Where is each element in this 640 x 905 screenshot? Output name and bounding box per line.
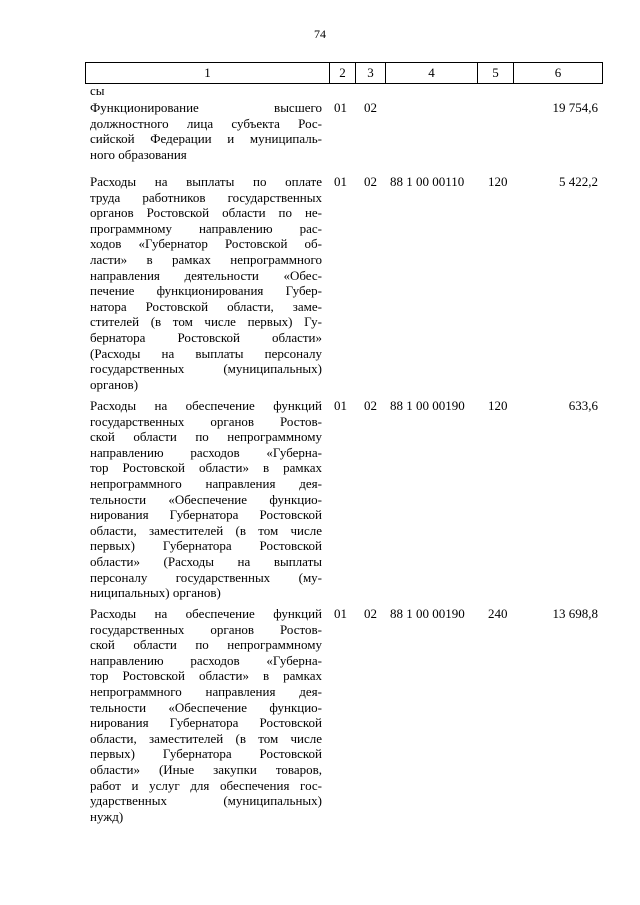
description-line: первых) Губернатора Ростовской [90,538,322,554]
amount: 13 698,8 [552,606,598,621]
description-line: тельности «Обеспечение функцио- [90,491,322,507]
target-article-code: 88 1 00 00190 [390,398,465,413]
description-line: государственных (муниципальных) [90,361,322,377]
description-line: печение функционирования Губер- [90,283,322,299]
column-header-4: 4 [386,63,478,84]
description-line: ударственных (муниципальных) [90,793,322,809]
continuation-fragment: сы [90,83,105,98]
description-line: государственных органов Ростов- [90,621,322,637]
column-header-3: 3 [356,63,386,84]
row-description [90,606,322,824]
subsection-code: 02 [364,606,377,621]
description-line: органов) [90,376,139,392]
description-line: бернатора Ростовской области» [90,329,322,345]
description-line: тор Ростовской области» в рамках [90,668,322,684]
description-line: государственных органов Ростов- [90,413,322,429]
description-line: программному направлению рас- [90,220,322,236]
amount: 19 754,6 [552,100,598,115]
column-header-row [85,62,603,84]
description-line: сийской Федерации и муниципаль- [90,131,322,147]
subsection-code: 02 [364,398,377,413]
description-line: ниципальных) органов) [90,585,221,601]
description-line: ходов «Губернатор Ростовской об- [90,236,322,252]
description-line: тор Ростовской области» в рамках [90,460,322,476]
description-line: органов Ростовской области по не- [90,205,322,221]
section-code: 01 [334,174,347,189]
description-line: направлению расходов «Губерна- [90,652,322,668]
description-line: персоналу государственных (му- [90,569,322,585]
description-line: первых) Губернатора Ростовской [90,746,322,762]
description-line: нужд) [90,808,124,824]
description-line: Расходы на обеспечение функций [90,398,322,413]
column-header-1: 1 [86,63,330,84]
expense-type-code: 240 [488,606,508,621]
row-description [90,398,322,601]
target-article-code: 88 1 00 00110 [390,174,465,189]
description-line: нирования Губернатора Ростовской [90,715,322,731]
description-line: труда работников государственных [90,189,322,205]
expense-type-code: 120 [488,398,508,413]
description-line: ской области по непрограммному [90,429,322,445]
description-line: области» (Иные закупки товаров, [90,761,322,777]
column-header-2: 2 [330,63,356,84]
description-line: Расходы на выплаты по оплате [90,174,322,189]
description-line: натора Ростовской области, заме- [90,298,322,314]
description-line: нирования Губернатора Ростовской [90,507,322,523]
description-line: направлению расходов «Губерна- [90,444,322,460]
description-line: стителей (в том числе первых) Гу- [90,314,322,330]
expense-type-code: 120 [488,174,508,189]
description-line: Функционирование высшего [90,100,322,115]
page-number: 74 [314,27,326,41]
row-description [90,100,322,162]
description-line: непрограммного направления дея- [90,475,322,491]
amount: 633,6 [568,398,598,413]
description-line: (Расходы на выплаты персоналу [90,345,322,361]
description-line: Расходы на обеспечение функций [90,606,322,621]
description-line: работ и услуг для обеспечения гос- [90,777,322,793]
description-line: области, заместителей (в том числе [90,730,322,746]
amount: 5 422,2 [559,174,598,189]
section-code: 01 [334,398,347,413]
subsection-code: 02 [364,174,377,189]
description-line: ного образования [90,146,187,162]
column-header-5: 5 [478,63,514,84]
description-line: должностного лица субъекта Рос- [90,115,322,131]
description-line: ской области по непрограммному [90,637,322,653]
row-description [90,174,322,392]
description-line: ласти» в рамках непрограммного [90,251,322,267]
section-code: 01 [334,606,347,621]
description-line: направления деятельности «Обес- [90,267,322,283]
subsection-code: 02 [364,100,377,115]
section-code: 01 [334,100,347,115]
description-line: непрограммного направления дея- [90,683,322,699]
column-header-6: 6 [514,63,603,84]
description-line: тельности «Обеспечение функцио- [90,699,322,715]
description-line: области» (Расходы на выплаты [90,553,322,569]
target-article-code: 88 1 00 00190 [390,606,465,621]
description-line: области, заместителей (в том числе [90,522,322,538]
